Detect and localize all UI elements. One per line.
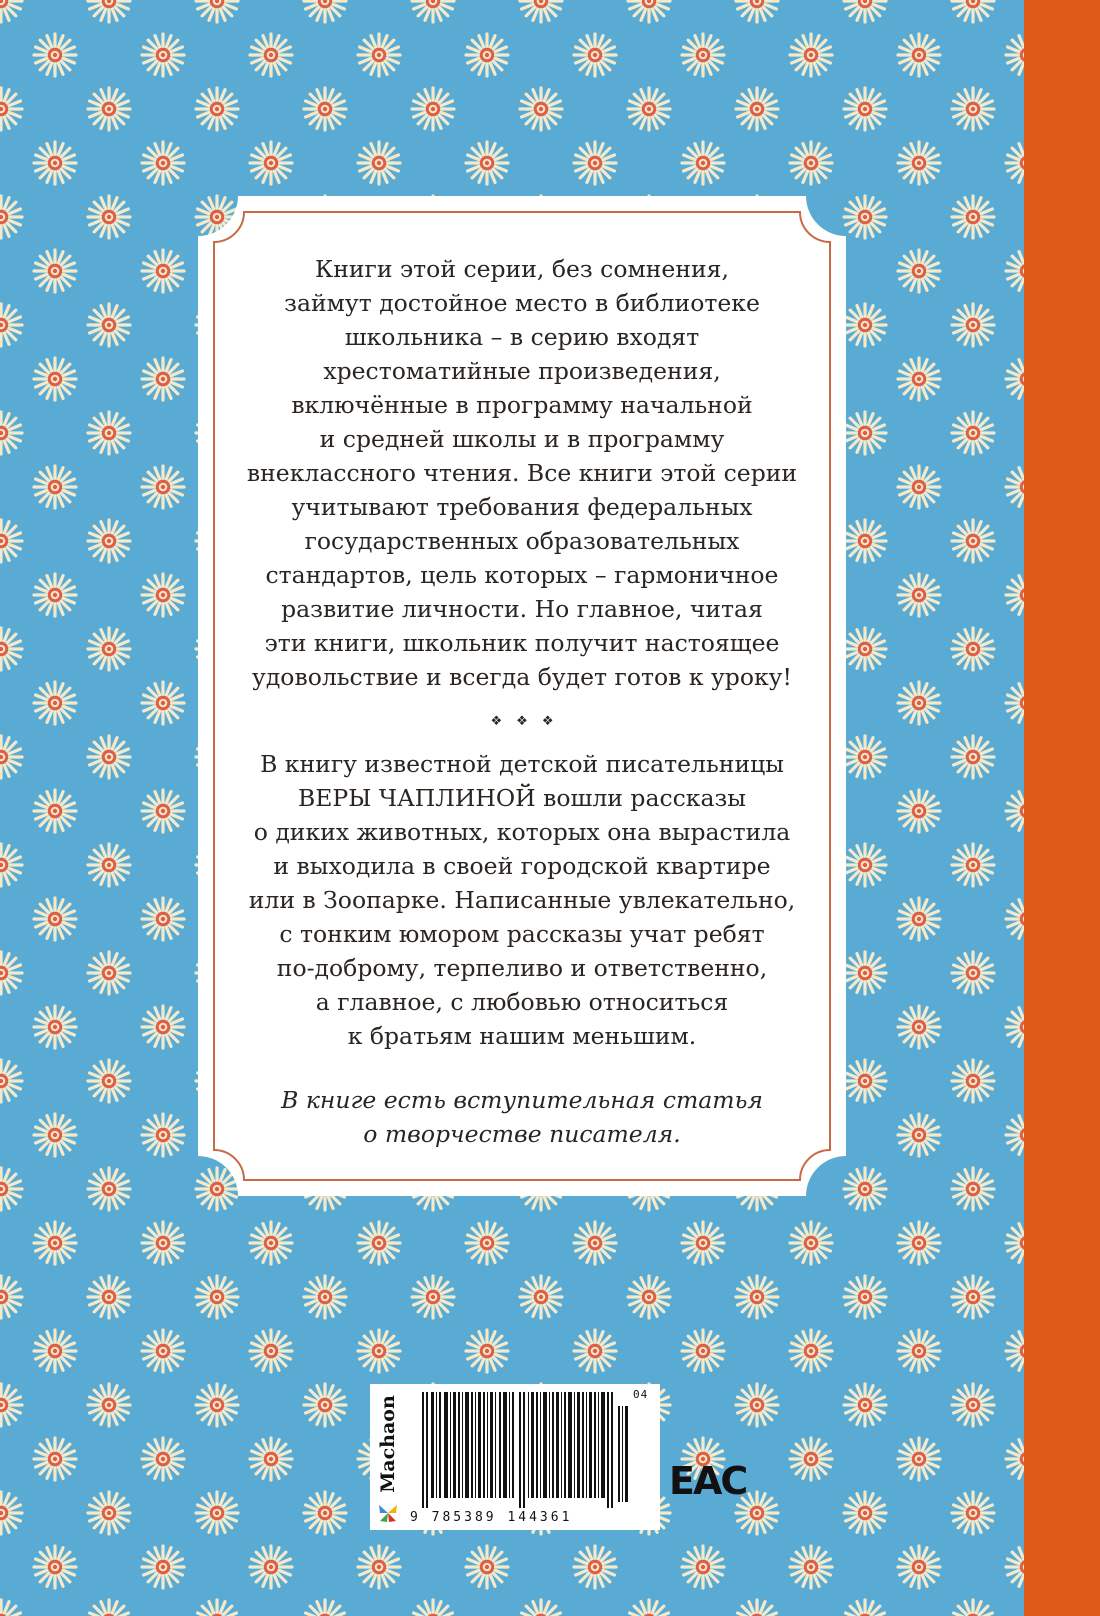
text-line: и выходила в своей городской квартире xyxy=(273,852,771,880)
publisher-name: Machaon xyxy=(377,1395,399,1493)
series-description xyxy=(246,252,798,694)
text-line: В книгу известной детской писательницы xyxy=(260,750,784,778)
text-line: хрестоматийные произведения, xyxy=(323,357,721,385)
text-line: о диких животных, которых она вырастила xyxy=(253,818,791,846)
text-line: эти книги, школьник получит настоящее xyxy=(264,629,780,657)
isbn-barcode xyxy=(422,1392,628,1508)
isbn-digits: 9 785389 144361 xyxy=(410,1510,573,1525)
text-line: стандартов, цель которых – гармоничное xyxy=(265,561,779,589)
eac-certification-mark xyxy=(669,1454,747,1508)
intro-article-note xyxy=(246,1083,798,1151)
text-line: или в Зоопарке. Написанные увлекательно, xyxy=(248,886,796,914)
text-line: с тонким юмором рассказы учат ребят xyxy=(279,920,765,948)
text-line: ВЕРЫ ЧАПЛИНОЙ вошли рассказы xyxy=(298,784,746,812)
text-line: учитывают требования федеральных xyxy=(291,493,753,521)
description-panel xyxy=(198,196,846,1196)
text-line: развитие личности. Но главное, читая xyxy=(281,595,763,623)
diamond-separator: ❖❖❖ xyxy=(490,714,568,729)
barcode-box xyxy=(370,1384,660,1530)
text-line: государственных образовательных xyxy=(304,527,740,555)
text-line: В книге есть вступительная статья xyxy=(281,1086,763,1114)
publisher-logo xyxy=(370,1384,406,1530)
machaon-butterfly-icon xyxy=(377,1502,399,1524)
text-line: а главное, с любовью относиться xyxy=(315,988,729,1016)
eac-label: EAC xyxy=(669,1459,747,1503)
text-line: займут достойное место в библиотеке xyxy=(284,289,760,317)
text-line: и средней школы и в программу xyxy=(319,425,725,453)
text-line: включённые в программу начальной xyxy=(291,391,753,419)
spine-edge xyxy=(1024,0,1100,1616)
text-line: Книги этой серии, без сомнения, xyxy=(315,255,729,283)
text-line: внеклассного чтения. Все книги этой серии xyxy=(246,459,798,487)
text-line: по-доброму, терпеливо и ответственно, xyxy=(276,954,768,982)
book-description xyxy=(246,747,798,1053)
text-line: к братьям нашим меньшим. xyxy=(347,1022,697,1050)
text-line: о творчестве писателя. xyxy=(363,1120,681,1148)
text-line: школьника – в серию входят xyxy=(344,323,700,351)
text-line: удовольствие и всегда будет готов к уроку! xyxy=(252,663,792,691)
barcode-addon-digits: 04 xyxy=(633,1388,649,1401)
